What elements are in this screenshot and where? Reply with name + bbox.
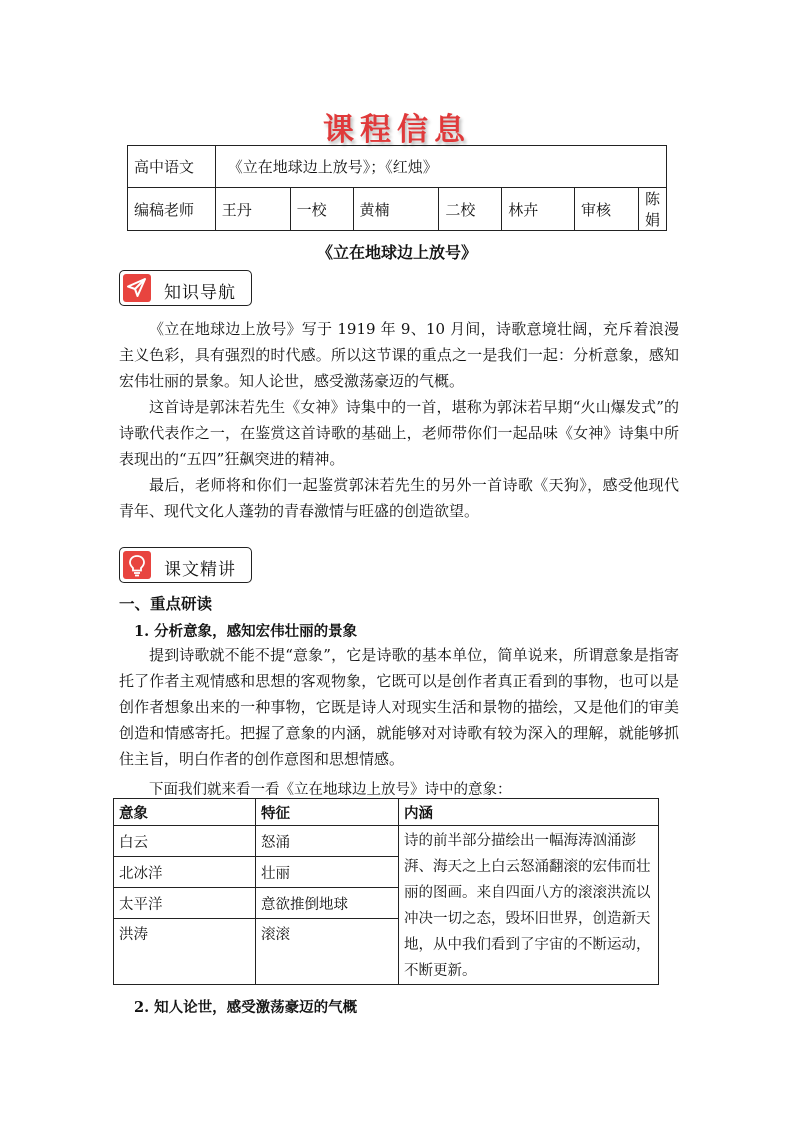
- lesson-title: 《立在地球边上放号》: [316, 243, 477, 262]
- feature-cell: 意欲推倒地球: [256, 888, 399, 919]
- proof1-name: 黄楠: [353, 188, 439, 231]
- header-imagery: 意象: [114, 799, 256, 826]
- imagery-cell: 白云: [114, 826, 256, 857]
- send-arrow-icon: [123, 274, 151, 302]
- table-header-row: [114, 799, 659, 826]
- feature-cell: 滚滚: [256, 919, 399, 985]
- header-feature: 特征: [256, 799, 399, 826]
- meaning-cell: 诗的前半部分描绘出一幅海涛汹涌澎湃、海天之上白云怒涌翻滚的宏伟而壮丽的图画。来自四面八方的滚滚洪流以冲决一切之态，毁坏旧世界，创造新天地，从中我们看到了宇宙的不断运动，不断更新。: [399, 826, 659, 985]
- imagery-cell: 北冰洋: [114, 857, 256, 888]
- feature-cell: 怒涌: [256, 826, 399, 857]
- paragraph: 最后，老师将和你们一起鉴赏郭沫若先生的另外一首诗歌《天狗》，感受他现代青年、现代文化人蓬勃的青春激情与旺盛的创造欲望。: [119, 476, 679, 520]
- reviewer-label: 审核: [575, 188, 639, 231]
- table-intro: 下面我们就来看一看《立在地球边上放号》诗中的意象：: [149, 782, 512, 798]
- lightbulb-icon: [123, 551, 151, 579]
- knowledge-nav-label: 知识导航: [164, 283, 236, 303]
- course-info-row: [128, 188, 667, 231]
- text-analysis-badge: [119, 547, 252, 583]
- paragraph: 提到诗歌就不能不提“意象”，它是诗歌的基本单位，简单说来，所谓意象是指寄托了作者主观情感和思想的客观物象，它既可以是创作者真正看到的事物，也可以是创作者想象出来的一种事物，它既是诗人对现实生活和景物的描绘，又是他们的审美创造和情感寄托。把握了意象的内涵，就能够对对诗歌有较为深入的理解，就能够抓住主旨，明白作者的创作意图和思想情感。: [119, 646, 679, 768]
- table-row: [114, 826, 659, 857]
- paragraph: 《立在地球边上放号》写于 1919 年 9、10 月间，诗歌意境壮阔，充斥着浪漫主义色彩，具有强烈的时代感。所以这节课的重点之一是我们一起：分析意象，感知宏伟壮丽的景象。知人论世，感受激荡豪迈的气概。: [119, 320, 679, 390]
- course-info-table: [127, 145, 667, 231]
- header-meaning: 内涵: [399, 799, 659, 826]
- subject-cell: 高中语文: [128, 146, 216, 188]
- point1-title: 1. 分析意象，感知宏伟壮丽的景象: [134, 623, 358, 640]
- reviewer-name: 陈娟: [638, 188, 666, 231]
- editor-name: 王丹: [215, 188, 290, 231]
- point2-title: 2. 知人论世，感受激荡豪迈的气概: [134, 999, 358, 1016]
- texts-cell: 《立在地球边上放号》；《红烛》: [215, 146, 666, 188]
- proof2-label: 二校: [439, 188, 502, 231]
- course-info-title: 课程信息: [323, 112, 471, 148]
- feature-cell: 壮丽: [256, 857, 399, 888]
- proof2-name: 林卉: [502, 188, 575, 231]
- text-analysis-label: 课文精讲: [164, 560, 236, 580]
- imagery-table: [113, 798, 659, 985]
- section-heading: 一、重点研读: [119, 594, 213, 613]
- proof1-label: 一校: [290, 188, 353, 231]
- imagery-cell: 太平洋: [114, 888, 256, 919]
- editor-label: 编稿老师: [128, 188, 216, 231]
- imagery-cell: 洪涛: [114, 919, 256, 985]
- course-info-row: [128, 146, 667, 188]
- paragraph: 这首诗是郭沫若先生《女神》诗集中的一首，堪称为郭沫若早期“火山爆发式”的诗歌代表作之一，在鉴赏这首诗歌的基础上，老师带你们一起品味《女神》诗集中所表现出的“五四”狂飙突进的精神。: [119, 398, 679, 468]
- knowledge-nav-badge: [119, 270, 252, 306]
